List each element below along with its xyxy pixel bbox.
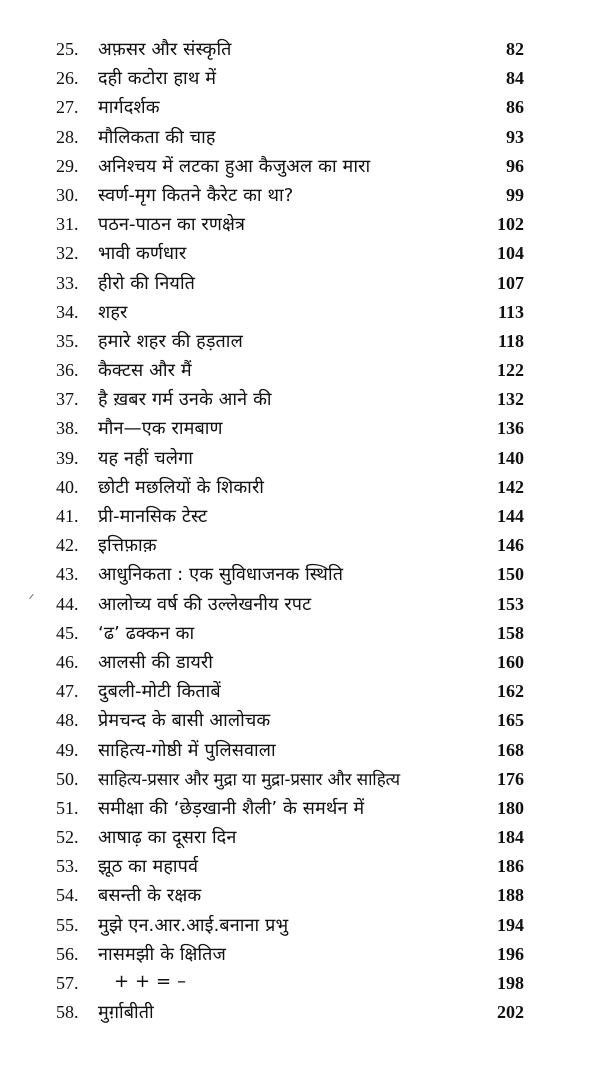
entry-page: 188 (497, 885, 524, 906)
entry-title: प्री-मानसिक टेस्ट (98, 506, 208, 527)
entry-title: मुर्ग़ाबीती (98, 1002, 154, 1024)
entry-number: 38. (56, 418, 79, 439)
entry-title: कैक्टस और मैं (98, 360, 192, 382)
toc-entry (0, 183, 600, 212)
entry-title: प्रेमचन्द के बासी आलोचक (98, 710, 271, 732)
toc-entry (0, 387, 600, 416)
toc-entry (0, 796, 600, 825)
entry-title: इत्तिफ़ाक़ (98, 535, 157, 557)
entry-title: शहर (98, 301, 128, 323)
toc-entry (0, 329, 600, 358)
entry-page: 168 (497, 739, 524, 760)
entry-number: 32. (56, 243, 79, 264)
entry-number: 30. (56, 184, 79, 205)
entry-page: 202 (497, 1002, 524, 1023)
toc-entry (0, 358, 600, 387)
entry-page: 180 (497, 797, 524, 818)
entry-number: 43. (56, 564, 79, 585)
entry-number: 57. (56, 973, 79, 993)
entry-page: 158 (497, 622, 524, 643)
entry-page: 162 (497, 681, 524, 702)
entry-number: 26. (56, 68, 79, 89)
entry-number: 50. (56, 768, 79, 789)
entry-page: 150 (497, 564, 524, 585)
entry-number: 36. (56, 360, 79, 381)
entry-number: 34. (56, 301, 79, 322)
entry-title: दुबली-मोटी किताबें (98, 681, 221, 703)
entry-page: 194 (497, 914, 524, 935)
toc-entry (0, 300, 600, 329)
entry-page: 113 (497, 301, 524, 322)
entry-page: 122 (497, 360, 524, 381)
entry-number: 53. (56, 856, 79, 877)
toc-entry (0, 504, 600, 533)
entry-number: 52. (56, 827, 79, 848)
entry-page: 198 (497, 973, 524, 993)
entry-title: अफ़सर और संस्कृति (98, 39, 232, 60)
toc-entry (0, 942, 600, 971)
toc-entry (0, 241, 600, 270)
toc-entry (0, 271, 600, 300)
entry-number: 31. (56, 214, 79, 235)
toc-entry (0, 37, 600, 66)
entry-title: आलसी की डायरी (98, 651, 214, 673)
entry-page: 184 (497, 827, 524, 848)
entry-number: 55. (56, 914, 79, 935)
entry-page: 84 (506, 68, 524, 89)
entry-page: 165 (497, 710, 524, 731)
entry-title: यह नहीं चलेगा (98, 447, 193, 469)
entry-number: 47. (56, 681, 79, 702)
entry-number: 35. (56, 330, 79, 351)
entry-number: 41. (56, 506, 79, 526)
entry-title: दही कटोरा हाथ में (98, 68, 217, 90)
toc-entry (0, 446, 600, 475)
toc-entry (0, 1000, 600, 1029)
entry-title: मुझे एन.आर.आई.बनाना प्रभु (98, 914, 289, 936)
toc-entry (0, 533, 600, 562)
entry-page: 176 (497, 768, 524, 789)
entry-number: 39. (56, 447, 79, 468)
entry-page: 196 (497, 943, 524, 964)
entry-number: 25. (56, 39, 79, 59)
entry-page: 93 (506, 126, 524, 147)
entry-page: 142 (497, 476, 524, 497)
entry-page: 186 (497, 856, 524, 877)
entry-title: स्वर्ण-मृग कितने कैरेट का था? (98, 184, 294, 206)
entry-title: है ख़बर गर्म उनके आने की (98, 389, 272, 411)
entry-title: झूठ का महापर्व (98, 856, 199, 878)
entry-page: 86 (506, 97, 524, 118)
toc-entry (0, 621, 600, 650)
toc-entry (0, 854, 600, 883)
entry-title: साहित्य-प्रसार और मुद्रा या मुद्रा-प्रसार और साहित्य (98, 769, 400, 790)
entry-number: 37. (56, 389, 79, 410)
toc-entry (0, 475, 600, 504)
entry-title: बसन्ती के रक्षक (98, 885, 202, 907)
toc-entry (0, 883, 600, 912)
entry-number: 46. (56, 651, 79, 672)
entry-page: 99 (506, 184, 524, 205)
entry-page: 107 (497, 272, 524, 293)
entry-page: 104 (497, 243, 524, 264)
entry-title: ‘ढ’ ढक्कन का (98, 622, 195, 644)
entry-title: नासमझी के क्षितिज (98, 943, 226, 965)
entry-title: + + = – (114, 971, 187, 992)
entry-title: हमारे शहर की हड़ताल (98, 330, 243, 352)
entry-page: 132 (497, 389, 524, 410)
toc-entry (0, 154, 600, 183)
entry-number: 33. (56, 272, 79, 293)
toc-entry (0, 562, 600, 591)
entry-page: 82 (506, 39, 524, 59)
entry-page: 146 (497, 535, 524, 556)
entry-title: हीरो की नियति (98, 272, 195, 294)
entry-title: आधुनिकता : एक सुविधाजनक स्थिति (98, 564, 344, 586)
toc-entry (0, 592, 600, 621)
entry-title: भावी कर्णधार (98, 243, 187, 265)
entry-page: 160 (497, 651, 524, 672)
entry-number: 54. (56, 885, 79, 906)
entry-title: अनिश्चय में लटका हुआ कैजुअल का मारा (98, 155, 371, 177)
entry-title: मौलिकता की चाह (98, 126, 216, 148)
toc-entry (0, 416, 600, 445)
entry-title: पठन-पाठन का रणक्षेत्र (98, 214, 246, 236)
entry-number: 48. (56, 710, 79, 731)
toc-entry (0, 708, 600, 737)
entry-title: छोटी मछलियों के शिकारी (98, 476, 265, 498)
toc-entry (0, 125, 600, 154)
entry-number: 49. (56, 739, 79, 760)
entry-number: 29. (56, 155, 79, 176)
entry-title: मार्गदर्शक (98, 97, 160, 119)
entry-number: 42. (56, 535, 79, 556)
entry-title: समीक्षा की ‘छेड़खानी शैली’ के समर्थन में (98, 797, 365, 819)
entry-page: 118 (497, 330, 524, 351)
entry-title: आलोच्य वर्ष की उल्लेखनीय रपट (98, 593, 312, 615)
entry-title: साहित्य-गोष्ठी में पुलिसवाला (98, 739, 276, 761)
toc-entry (0, 825, 600, 854)
entry-number: 40. (56, 476, 79, 497)
entry-number: 28. (56, 126, 79, 147)
entry-number: 44. (56, 593, 79, 614)
toc-entry (0, 767, 600, 796)
toc-entry (0, 913, 600, 942)
toc-entry (0, 650, 600, 679)
toc-entry (0, 679, 600, 708)
entry-number: 45. (56, 622, 79, 643)
entry-title: आषाढ़ का दूसरा दिन (98, 827, 237, 849)
toc-entry (0, 212, 600, 241)
entry-number: 56. (56, 943, 79, 964)
entry-page: 140 (497, 447, 524, 468)
entry-page: 96 (506, 155, 524, 176)
entry-page: 144 (497, 506, 524, 526)
table-of-contents (0, 37, 600, 1029)
entry-page: 102 (497, 214, 524, 235)
toc-entry (0, 95, 600, 124)
entry-title: मौन—एक रामबाण (98, 418, 223, 440)
entry-number: 58. (56, 1002, 79, 1023)
toc-entry (0, 66, 600, 95)
entry-number: 27. (56, 97, 79, 118)
entry-number: 51. (56, 797, 79, 818)
toc-entry (0, 738, 600, 767)
entry-page: 136 (497, 418, 524, 439)
toc-entry (0, 971, 600, 1000)
entry-page: 153 (497, 593, 524, 614)
